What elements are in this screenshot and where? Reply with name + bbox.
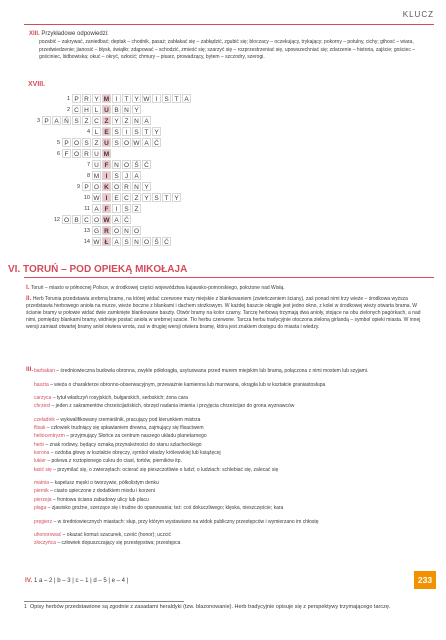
crossword-key-cell: M <box>103 151 110 158</box>
glossary-definition: – okazać komuś szacunek, cześć (honor); uczcić <box>62 532 172 538</box>
footnote-mark: 1 <box>24 604 27 610</box>
glossary-entry <box>34 403 426 410</box>
crossword-cell: S <box>72 116 81 125</box>
crossword-cell: S <box>152 193 161 202</box>
crossword-key-cell: W <box>103 217 110 224</box>
crossword-cell: N <box>132 116 141 125</box>
crossword-cell: A <box>142 138 151 147</box>
crossword-cell: P <box>72 94 81 103</box>
crossword-cell: Ć <box>122 215 131 224</box>
glossary-term: pierzeja <box>34 496 53 503</box>
crossword-cell: C <box>82 215 91 224</box>
crossword-cell: J <box>122 171 131 180</box>
footnote-text: Opisy herbów przedstawione są zgodnie z zasadami heraldyki (tzw. blazonowanie). Herb tradycyjnie opisuje się z perspektywy trzymającego tarczę. <box>30 604 391 610</box>
answers-number: IV. <box>25 577 33 584</box>
crossword-row-number: 3 <box>36 118 40 124</box>
crossword-cell: N <box>112 160 121 169</box>
glossary-term: lukier <box>34 458 48 465</box>
crossword-cell: R <box>82 149 91 158</box>
crossword-cell: S <box>112 127 121 136</box>
crossword-cell: Ć <box>142 160 151 169</box>
crossword-cell: Y <box>132 94 141 103</box>
crossword-cell: R <box>122 182 131 191</box>
crossword-cell: A <box>52 116 61 125</box>
glossary-entry <box>34 519 426 526</box>
crossword-cell: B <box>112 105 121 114</box>
crossword-cell: Ś <box>132 160 141 169</box>
crossword-key-cell: K <box>102 182 111 191</box>
glossary-entry <box>34 368 426 375</box>
glossary-entry <box>34 458 426 465</box>
crossword-cell: P <box>42 116 51 125</box>
crossword-key-cell: R <box>102 226 111 235</box>
crossword-key-cell: Ł <box>102 237 111 246</box>
crossword-cell: U <box>92 149 101 158</box>
glossary-entry <box>34 417 426 424</box>
glossary-entry <box>34 395 426 402</box>
glossary-definition: – średniowieczna budowla obronna, zwykle półokrągła, usytuowana przed murem miejskim lub bramą, połączona z nimi mostem lub szyjami. <box>56 368 369 374</box>
crossword-cell: F <box>62 149 71 158</box>
glossary-term: uhonorować <box>34 532 63 538</box>
crossword-key-cell: E <box>102 127 111 136</box>
crossword-row-number: 13 <box>83 228 90 234</box>
glossary-term: łasić się <box>34 466 54 473</box>
crossword-key-cell: F <box>102 204 111 213</box>
glossary-term: heliocentryzm <box>34 433 67 440</box>
glossary-definition: – przymilać się, o zwierzętach: ocierać się pieszczotliwie o ludzi; o ludziach: schlebiać się, zalecać się <box>53 466 279 473</box>
glossary-entry <box>34 442 426 449</box>
glossary-term: złoczyńca <box>34 540 58 547</box>
crossword-cell: O <box>123 140 130 147</box>
crossword-cell: W <box>143 96 150 103</box>
crossword-key-cell: Z <box>102 116 111 125</box>
part-ii <box>26 295 426 331</box>
crossword-cell: S <box>162 94 171 103</box>
glossary-entry <box>34 488 426 495</box>
crossword-cell: W <box>93 239 100 246</box>
crossword-cell: P <box>62 138 71 147</box>
glossary-entry <box>34 480 426 487</box>
crossword-key-cell: U <box>102 105 111 114</box>
crossword-cell: C <box>72 105 81 114</box>
crossword-cell: O <box>73 151 80 158</box>
crossword-cell: Y <box>152 127 161 136</box>
crossword-row-number: 10 <box>83 195 90 201</box>
crossword-cell: I <box>152 94 161 103</box>
chapter-heading: TORUŃ – POD OPIEKĄ MIKOŁAJA <box>23 264 188 275</box>
glossary-entry <box>34 505 426 512</box>
crossword-cell: Z <box>132 193 141 202</box>
crossword-cell: Y <box>142 182 151 191</box>
crossword-cell: O <box>73 140 80 147</box>
crossword-cell: S <box>112 138 121 147</box>
chapter-number: VI. <box>8 264 21 275</box>
glossary-definition: – polewa z roztopionego cukru do ciast, tortów, pierników itp. <box>47 458 182 465</box>
glossary-definition: – znak rodowy, będący oznaką przynależności do stanu szlacheckiego <box>45 441 202 448</box>
crossword-cell: T <box>142 127 151 136</box>
crossword-cell: Ć <box>162 237 171 246</box>
part-i <box>26 284 426 292</box>
answers-text: 1 a – 2 | b – 3 | c – 1 | d – 5 | e – 4 | <box>34 578 129 584</box>
crossword-cell: S <box>122 204 131 213</box>
answers <box>25 577 128 584</box>
crossword-row-number: 12 <box>53 217 60 223</box>
crossword-cell: Y <box>172 193 181 202</box>
section-xiii-heading: Przykładowe odpowiedzi: <box>41 31 109 37</box>
glossary-term: matnia <box>34 480 51 487</box>
crossword-cell: A <box>182 94 191 103</box>
crossword-cell: Ć <box>152 138 161 147</box>
header-divider <box>24 24 434 25</box>
crossword-row-number: 5 <box>56 140 60 146</box>
crossword-cell: I <box>112 204 121 213</box>
glossary-definition: – tytuł władczyń rosyjskich, bułgarskich, serbskich; żona cara <box>52 395 188 401</box>
crossword-cell: R <box>82 94 91 103</box>
crossword-row-number: 4 <box>86 129 90 135</box>
crossword-cell: Z <box>122 116 131 125</box>
crossword-cell: S <box>132 127 141 136</box>
section-xviii-number: XVIII. <box>28 81 46 88</box>
header-title: KLUCZ <box>402 10 434 19</box>
crossword-row-number: 11 <box>84 206 90 212</box>
crossword-cell: C <box>122 193 131 202</box>
glossary-entry <box>34 540 426 547</box>
crossword-cell: Z <box>92 138 101 147</box>
glossary-term: piernik <box>34 488 51 495</box>
glossary-term: carzyca <box>34 395 53 401</box>
crossword-cell: O <box>123 162 130 169</box>
crossword-cell: O <box>63 217 70 224</box>
crossword-row-number: 14 <box>83 239 90 245</box>
crossword-cell: I <box>112 94 121 103</box>
crossword-cell: Z <box>132 204 141 213</box>
glossary-definition: – frontowa ściana zabudowy ulicy lub placu <box>52 496 149 503</box>
crossword-key-cell: M <box>103 96 110 103</box>
crossword-row-number: 2 <box>66 107 70 113</box>
crossword-cell: A <box>112 215 121 224</box>
crossword-cell: Y <box>92 94 101 103</box>
footnote-divider <box>24 601 184 602</box>
glossary-entry <box>34 497 426 504</box>
crossword-cell: O <box>113 184 120 191</box>
glossary-term: barbakan <box>34 368 57 374</box>
section-xiii-number: XIII. <box>29 31 40 37</box>
glossary-definition: – wieża o charakterze obronno-obserwacyjnym, przeważnie kamienna lub murowana, okrągła lub w kształcie graniastosłupa <box>50 381 326 388</box>
part-iii-marker: III. <box>26 366 34 373</box>
glossary-definition: – przyjmujący Słońce za centrum naszego układu planetarnego <box>66 433 207 440</box>
glossary-term: korona <box>34 450 51 456</box>
crossword-cell: H <box>82 105 91 114</box>
section-xiii-title <box>29 31 109 37</box>
crossword-cell: T <box>122 94 131 103</box>
glossary-entry <box>34 425 426 432</box>
chapter-divider <box>24 277 434 278</box>
crossword-cell: A <box>132 171 141 180</box>
crossword-cell: W <box>93 195 100 202</box>
crossword-cell: S <box>112 171 121 180</box>
crossword-row-number: 9 <box>76 184 80 190</box>
part-i-text: Toruń – miasto w północnej Polsce, w środkowej części województwa kujawsko-pomorskiego, położone nad Wisłą. <box>30 285 285 291</box>
part-ii-number: II. <box>26 295 32 302</box>
crossword-cell: M <box>93 173 100 180</box>
glossary-definition: – zjawisko groźne, szerzące się i trudne do opanowania; też: coś dokuczliwego; klęska, nieszczęście; kara <box>47 505 284 511</box>
glossary-definition: – człowiek dopuszczający się przestępstwa; przestępca <box>57 540 181 547</box>
glossary-definition: – ciasto upieczone z dodatkiem miodu i korzeni <box>50 488 155 495</box>
crossword-key-cell: I <box>102 171 111 180</box>
glossary-definition: – ozdoba głowy w kształcie obręczy, symbol władzy królewskiej lub książęcej <box>50 450 221 456</box>
glossary-term: plaga <box>34 505 48 511</box>
crossword-cell: W <box>133 140 140 147</box>
chapter-title <box>8 264 187 275</box>
crossword-cell: Z <box>82 116 91 125</box>
crossword-cell: Ś <box>152 237 161 246</box>
crossword-cell: T <box>162 193 171 202</box>
crossword-cell: N <box>132 237 141 246</box>
glossary-entry <box>34 433 426 440</box>
glossary-definition: – jeden z sakramentów chrześcijańskich, obrzęd nadania imienia i przyjęcia chrześcijan do grona wyznawców <box>51 403 295 410</box>
crossword-cell: P <box>82 182 91 191</box>
glossary-term: chrzest <box>34 403 52 410</box>
part-i-number: I. <box>26 284 30 291</box>
crossword-cell: N <box>122 226 131 235</box>
crossword-cell: O <box>133 228 140 235</box>
crossword-cell: B <box>72 215 81 224</box>
glossary-entry <box>34 467 426 474</box>
crossword-cell: O <box>93 184 100 191</box>
glossary-term: czeladnik <box>34 416 57 423</box>
glossary-definition: – kapelusz męski o tworzywie, półkolistym denku <box>50 480 159 487</box>
crossword-cell: L <box>92 105 101 114</box>
crossword-key-cell: I <box>102 193 111 202</box>
crossword-cell: Y <box>112 116 121 125</box>
crossword-cell: U <box>92 160 101 169</box>
glossary-definition: – wykwalifikowany rzemieślnik, pracujący pod kierunkiem mistrza <box>56 416 201 423</box>
crossword-cell: Y <box>142 193 151 202</box>
glossary-entry <box>34 532 426 539</box>
page-number: 233 <box>414 571 436 589</box>
crossword-key-cell: F <box>102 160 111 169</box>
crossword-cell: C <box>92 116 101 125</box>
crossword-cell: N <box>132 182 141 191</box>
crossword-key-cell: U <box>102 138 111 147</box>
glossary-term: flisak <box>34 425 47 432</box>
crossword-row-number: 8 <box>86 173 90 179</box>
crossword-cell: O <box>143 239 150 246</box>
crossword-cell: O <box>93 217 100 224</box>
crossword-cell: L <box>92 127 101 136</box>
part-ii-text: Herb Torunia przedstawia srebrną bramę, na której widać czerwone mury miejskie z blankowaniem (zwieńczeniem ściany), zaś ponad nimi trzy wieże – środkowa wyższa przedstawia herbowego anioła na murze, wieże boczne z blankami i dachem stożkowym. W każdej baszcie okrągłe jest jedno okno, z kolei w środkowej wieży otwarta brama. W ścianie bramy w połowie widać dwie zamknięte blankowane baszty. Otwór bramy na kolor czarny. Tarczę herbową trzymają dwa anioły, stojące na obu zielonych pagórkach, a nad nimi, pomiędzy blankami bramy, widnieje postać anioła w srebrnej szacie. Tło herbu czerwone. Tarcza herbu tradycyjnie otoczona zieloną girlandą – symbol opieki miasta. W innej wersji zamiast otwartej bramy anioł otwiera wrota, zaś w drugiej wersji otwiera bramę, która jest znakiem dostępu do miasta i wiedzy. <box>26 296 421 330</box>
glossary-term: baszta <box>34 381 51 388</box>
crossword-cell: O <box>113 228 120 235</box>
crossword-cell: Ń <box>62 116 71 125</box>
glossary-term: herb <box>34 441 46 448</box>
section-xiii-body: pozabić – zakrywać, zaniedbać; deptak – chodnik, pasaż; zabłakać się – zabłądzić, zgubić się; bloczacy – oczekujący, trykający; pokorny – potulny, cichy; gthosć – wiara, przedwiedzenie; jianosić – błysk, świątło; zdąpować – schodzić, zmieść się; szarzyć się – rozprzestrzeniać się, upowszechniać się; zdarzenie – historia, zajście; gościec – gościniec, lśdbowiska; okuć – okryć, ozłocić; chmury – pisarz, prowadzący, bytem – szczodry, szerogi. <box>39 39 415 60</box>
crossword-cell: A <box>112 237 121 246</box>
crossword-cell: A <box>92 204 101 213</box>
crossword-cell: T <box>172 94 181 103</box>
glossary-definition: – w średniowiecznych miastach: słup, przy którym wystawiano na widok publiczny przestępców i wymierzano im chłostę <box>53 518 319 525</box>
crossword-cell: S <box>82 138 91 147</box>
crossword-cell: S <box>122 237 131 246</box>
crossword-row-number: 6 <box>56 151 60 157</box>
crossword-cell: Y <box>132 105 141 114</box>
glossary-term: pręgierz <box>34 518 54 525</box>
crossword-cell: E <box>112 193 121 202</box>
glossary-entry <box>34 382 426 389</box>
crossword-cell: G <box>93 228 100 235</box>
crossword-row-number: 7 <box>86 162 90 168</box>
crossword-cell: I <box>122 127 131 136</box>
crossword-row-number: 1 <box>66 96 70 102</box>
glossary-definition: – człowiek trudniący się spławianiem drewna, zajmujący się flisactwem <box>46 425 204 432</box>
crossword-cell: A <box>142 116 151 125</box>
glossary-entry <box>34 450 426 457</box>
crossword-cell: N <box>122 105 131 114</box>
